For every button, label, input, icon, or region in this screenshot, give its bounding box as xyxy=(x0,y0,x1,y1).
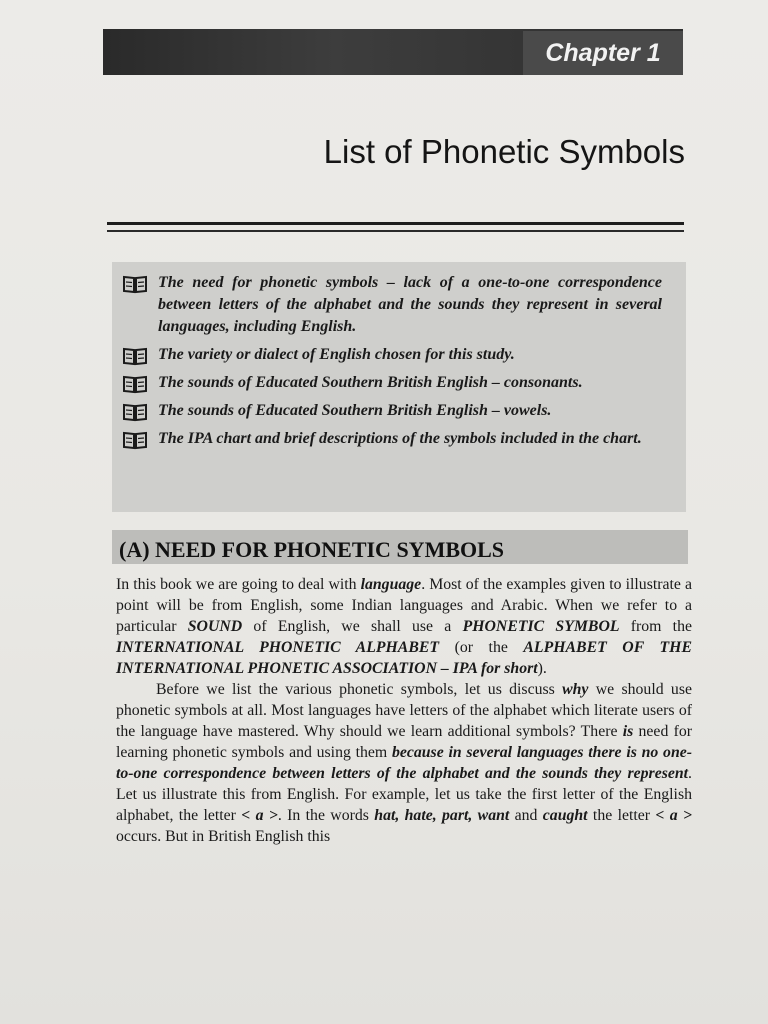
open-book-icon xyxy=(122,402,148,422)
text-run: . Let us illustrate this from English. For example, let us take the first letter of the English alphabet, the letter xyxy=(116,765,692,824)
open-book-icon xyxy=(122,430,148,450)
text-run: . Most of the examples given to illustrate a point will be from English, some Indian languages and Arabic. When we refer to a particular xyxy=(116,576,692,635)
title-rule-thick xyxy=(107,222,684,225)
section-heading: (A) NEED FOR PHONETIC SYMBOLS xyxy=(119,537,505,562)
emphasis-run: because in several languages there is no one-to-one correspondence between letters of the alphabet and the sounds they represent xyxy=(116,744,692,782)
summary-item xyxy=(122,372,662,394)
text-run: . In the words xyxy=(277,807,375,824)
text-run: we should use phonetic symbols at all. Most languages have letters of the alphabet which literate users of the language have mastered. Why should we learn additional symbols? There xyxy=(116,681,692,740)
chapter-title: List of Phonetic Symbols xyxy=(323,133,685,170)
text-run: ). xyxy=(537,660,547,677)
title-rule-thin xyxy=(107,230,684,232)
summary-item xyxy=(122,400,662,422)
emphasis-run: language xyxy=(360,576,422,593)
body-text xyxy=(116,574,692,847)
chapter-summary-box xyxy=(112,262,686,512)
summary-item-text: The sounds of Educated Southern British English – vowels. xyxy=(158,402,552,419)
text-run: the letter xyxy=(587,807,656,824)
emphasis-run: why xyxy=(562,681,589,698)
open-book-icon xyxy=(122,274,148,294)
emphasis-run: hat, hate, part, want xyxy=(374,807,510,824)
open-book-icon xyxy=(122,374,148,394)
chapter-label: Chapter 1 xyxy=(523,31,683,75)
open-book-icon xyxy=(122,346,148,366)
text-run: and xyxy=(509,807,543,824)
letter-run: < a > xyxy=(241,807,278,824)
emphasis-run: INTERNATIONAL PHONETIC ALPHABET xyxy=(116,639,440,656)
emphasis-run: PHONETIC SYMBOL xyxy=(462,618,620,635)
text-run: of English, we shall use a xyxy=(242,618,463,635)
text-run: Before we list the various phonetic symbols, let us discuss xyxy=(156,681,563,698)
letter-run: < a > xyxy=(655,807,692,824)
summary-item-text: The need for phonetic symbols – lack of a one-to-one correspondence between letters of the alphabet and the sounds they represent in several languages, including English. xyxy=(158,274,662,335)
emphasis-run: SOUND xyxy=(187,618,243,635)
summary-item-text: The variety or dialect of English chosen for this study. xyxy=(158,346,515,363)
text-run: (or the xyxy=(439,639,524,656)
text-run: occurs. But in British English this xyxy=(116,828,331,845)
summary-item xyxy=(122,344,662,366)
emphasis-run: caught xyxy=(542,807,588,824)
summary-item-text: The sounds of Educated Southern British English – consonants. xyxy=(158,374,583,391)
text-run: In this book we are going to deal with xyxy=(116,576,361,593)
text-run: need for learning phonetic symbols and using them xyxy=(116,723,693,761)
summary-item xyxy=(122,428,662,450)
paragraph-2 xyxy=(116,679,692,847)
emphasis-run: is xyxy=(622,723,634,740)
emphasis-run: ALPHABET OF THE INTERNATIONAL PHONETIC ASSOCIATION – IPA for short xyxy=(116,639,692,677)
summary-item-text: The IPA chart and brief descriptions of the symbols included in the chart. xyxy=(158,430,642,447)
paragraph-1 xyxy=(116,574,692,679)
text-run: from the xyxy=(619,618,692,635)
summary-item xyxy=(122,272,662,338)
